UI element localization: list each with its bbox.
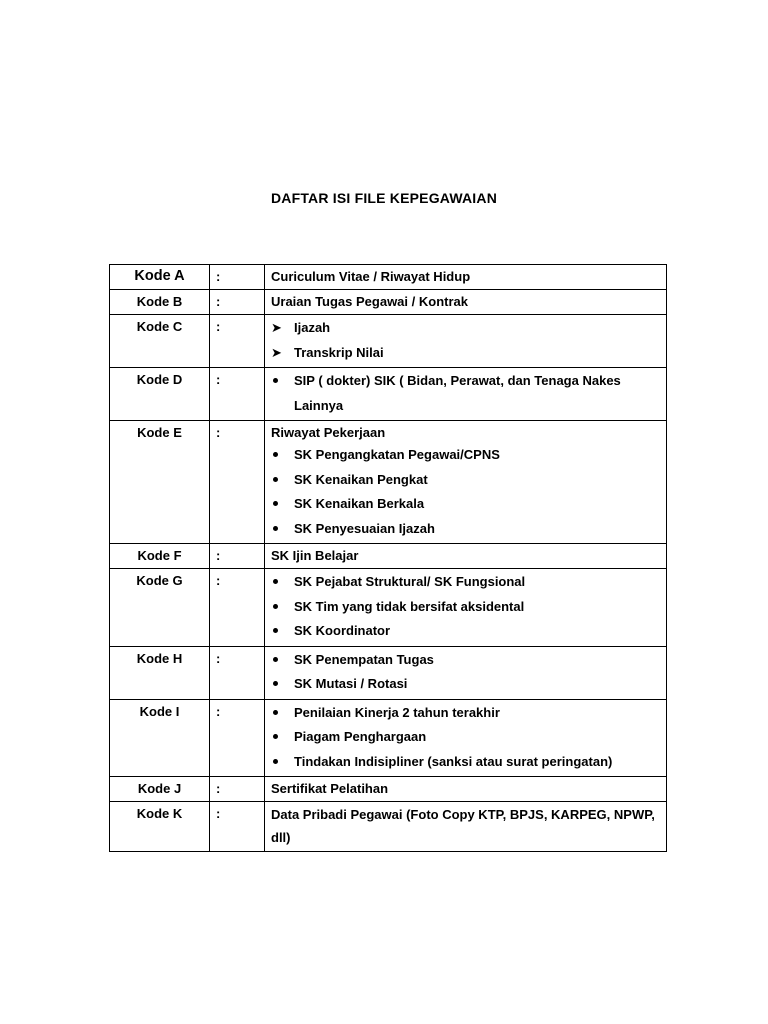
separator: : [210, 265, 265, 290]
list-item-text: Piagam Penghargaan [294, 729, 427, 744]
list-item-text: Ijazah [294, 320, 331, 335]
bullet-dot-icon [271, 701, 289, 726]
kode-label: Kode K [110, 802, 210, 852]
separator: : [210, 368, 265, 421]
list-item-text: SK Kenaikan Pengkat [294, 471, 428, 487]
list-item-text: Penilaian Kinerja 2 tahun terakhir [294, 704, 500, 720]
table-row [110, 315, 667, 368]
list-item [271, 701, 660, 726]
bullet-dot-icon [271, 369, 289, 394]
list-item [271, 725, 660, 750]
kode-label: Kode H [110, 646, 210, 699]
kode-label: Kode A [110, 265, 210, 290]
list-item-text: SK Penempatan Tugas [294, 651, 434, 667]
kode-label: Kode E [110, 421, 210, 544]
item-list [271, 443, 660, 541]
separator: : [210, 315, 265, 368]
list-item-text: SK Koordinator [294, 623, 391, 638]
bullet-dot-icon [271, 468, 289, 493]
kode-label: Kode B [110, 290, 210, 315]
item-list [271, 316, 660, 365]
table-row [110, 699, 667, 777]
bullet-dot-icon [271, 492, 289, 517]
list-item-text: SK Pejabat Struktural/ SK Fungsional [294, 574, 526, 589]
bullet-dot-icon [271, 595, 289, 620]
row-description [265, 646, 667, 699]
bullet-dot-icon [271, 750, 289, 775]
item-list [271, 570, 660, 644]
separator: : [210, 290, 265, 315]
bullet-dot-icon [271, 648, 289, 673]
list-item [271, 369, 660, 418]
list-item-text: Tindakan Indisipliner (sanksi atau surat peringatan) [294, 753, 613, 769]
separator: : [210, 699, 265, 777]
table-row [110, 646, 667, 699]
separator: : [210, 544, 265, 569]
list-item-text: Transkrip Nilai [294, 344, 384, 360]
bullet-dot-icon [271, 570, 289, 595]
separator: : [210, 569, 265, 647]
bullet-dot-icon [271, 725, 289, 750]
list-item-text: SK Pengangkatan Pegawai/CPNS [294, 447, 500, 462]
list-item-text: SK Tim yang tidak bersifat aksidental [294, 598, 525, 614]
kode-label: Kode C [110, 315, 210, 368]
list-item [271, 619, 660, 644]
table-row [110, 569, 667, 647]
kode-label: Kode F [110, 544, 210, 569]
table-row [110, 777, 667, 802]
list-item [271, 648, 660, 673]
item-list [271, 369, 660, 418]
list-item-text: SK Kenaikan Berkala [294, 496, 425, 511]
kode-label: Kode G [110, 569, 210, 647]
row-description [265, 368, 667, 421]
list-item [271, 492, 660, 517]
item-list [271, 701, 660, 775]
file-index-table [109, 264, 667, 852]
kode-label: Kode I [110, 699, 210, 777]
arrow-bullet-icon: ➤ [271, 320, 282, 335]
row-description: Uraian Tugas Pegawai / Kontrak [265, 290, 667, 315]
bullet-dot-icon [271, 672, 289, 697]
bullet-dot-icon [271, 517, 289, 542]
list-item [271, 443, 660, 468]
table-row [110, 421, 667, 544]
row-description: Data Pribadi Pegawai (Foto Copy KTP, BPJS, KARPEG, NPWP, dll) [265, 802, 667, 852]
list-item [271, 341, 660, 366]
table-row [110, 802, 667, 852]
table-row [110, 368, 667, 421]
row-description [265, 569, 667, 647]
list-item [271, 517, 660, 542]
separator: : [210, 777, 265, 802]
row-heading: Riwayat Pekerjaan [271, 425, 386, 440]
separator: : [210, 646, 265, 699]
list-item-text: SK Mutasi / Rotasi [294, 676, 408, 691]
list-item [271, 750, 660, 775]
arrow-bullet-icon: ➤ [271, 344, 282, 360]
kode-label: Kode D [110, 368, 210, 421]
row-description [265, 421, 667, 544]
table-row [110, 544, 667, 569]
page-title: DAFTAR ISI FILE KEPEGAWAIAN [270, 190, 498, 206]
row-description: Curiculum Vitae / Riwayat Hidup [265, 265, 667, 290]
separator: : [210, 802, 265, 852]
list-item-text: SIP ( dokter) SIK ( Bidan, Perawat, dan Tenaga Nakes Lainnya [294, 373, 621, 413]
row-description [265, 699, 667, 777]
bullet-dot-icon [271, 619, 289, 644]
list-item [271, 570, 660, 595]
row-description: Sertifikat Pelatihan [265, 777, 667, 802]
list-item [271, 595, 660, 620]
row-description [265, 315, 667, 368]
item-list [271, 648, 660, 697]
list-item [271, 672, 660, 697]
table-row [110, 265, 667, 290]
row-description: SK Ijin Belajar [265, 544, 667, 569]
list-item [271, 316, 660, 341]
kode-label: Kode J [110, 777, 210, 802]
list-item [271, 468, 660, 493]
bullet-dot-icon [271, 443, 289, 468]
list-item-text: SK Penyesuaian Ijazah [294, 520, 435, 536]
table-row [110, 290, 667, 315]
separator: : [210, 421, 265, 544]
